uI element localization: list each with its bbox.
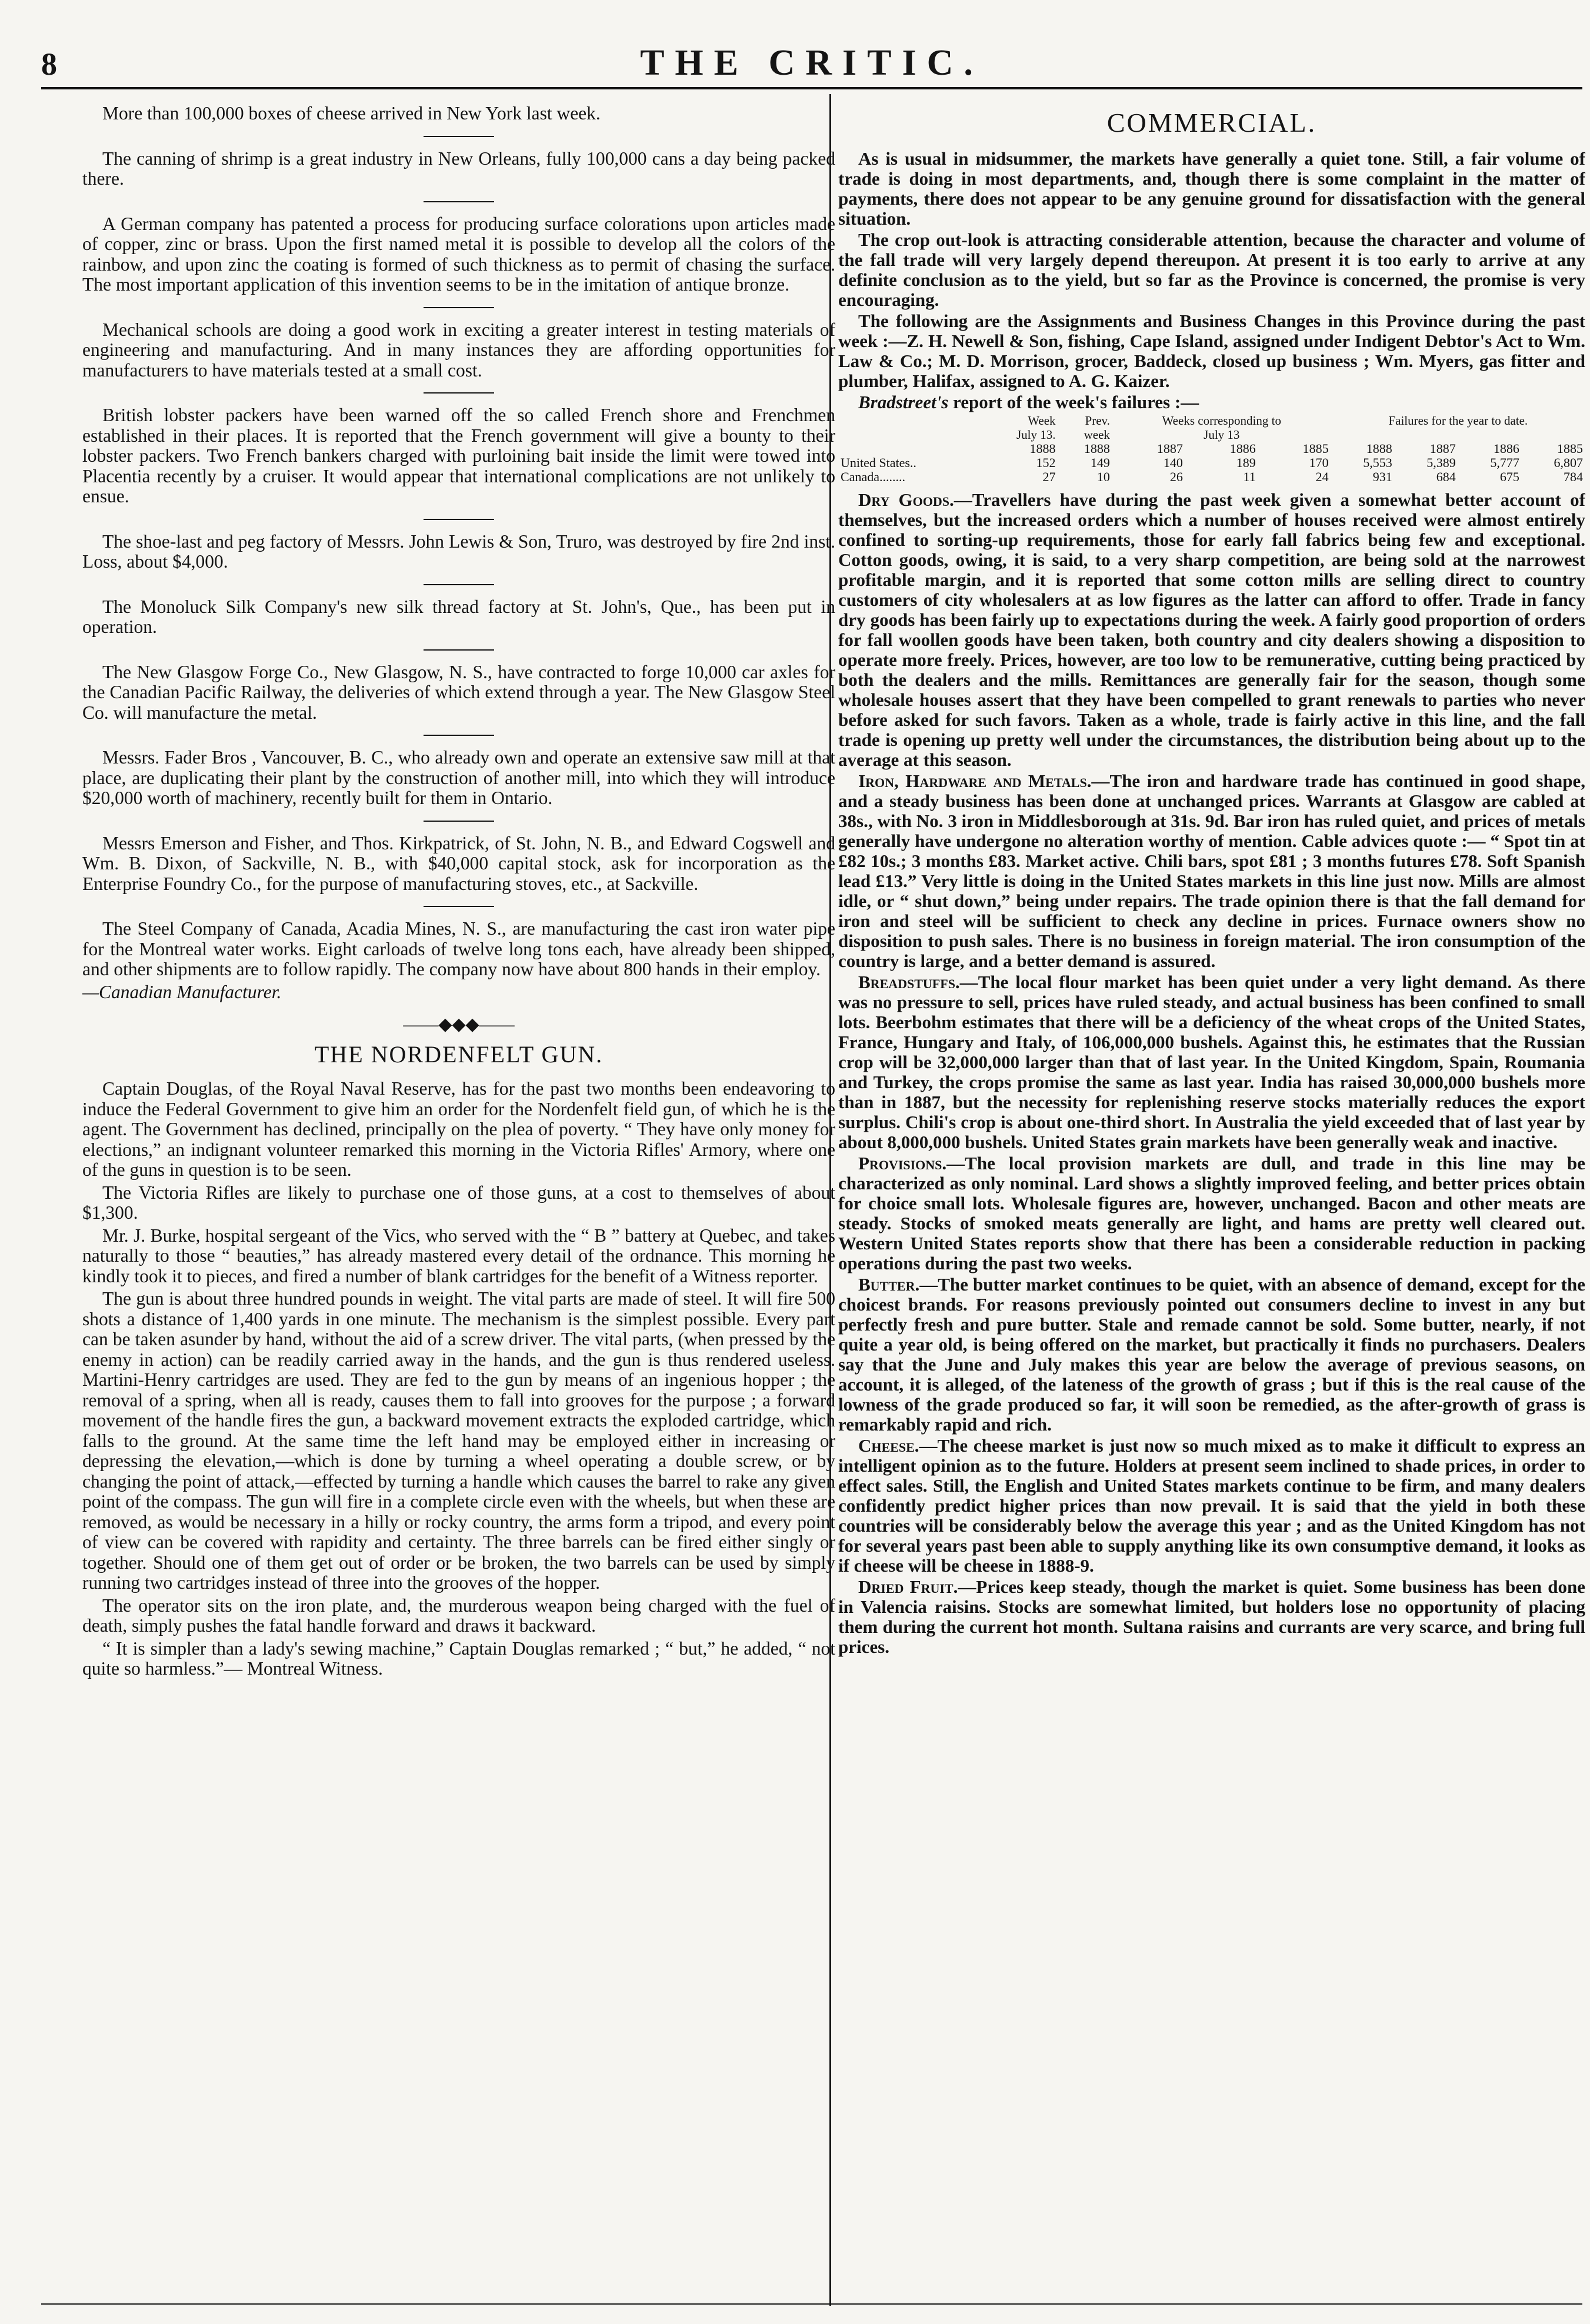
table-cell: 1887 bbox=[1156, 441, 1183, 456]
bradstreet-name: Bradstreet's bbox=[858, 392, 949, 412]
article-paragraph: “ It is simpler than a lady's sewing machine,” Captain Douglas remarked ; “ but,” he added, “ not quite so harmless.”— Montreal Witness. bbox=[82, 1638, 835, 1679]
source-credit: —Canadian Manufacturer. bbox=[82, 981, 282, 1002]
table-cell: 5,777 bbox=[1490, 455, 1519, 470]
table-cell: 1888 bbox=[1366, 441, 1392, 456]
section-title: COMMERCIAL. bbox=[1106, 108, 1317, 138]
table-header-cell: July 13. bbox=[1016, 428, 1056, 442]
separator-rule bbox=[424, 735, 494, 736]
separator-rule bbox=[424, 519, 494, 520]
separator-rule bbox=[424, 392, 494, 394]
table-year-row bbox=[838, 442, 1585, 456]
article-paragraph: The gun is about three hundred pounds in weight. The vital parts are made of steel. It will fire 500 shots a distance of 1,400 yards in one minute. The mechanism is the simplest possible. Every part can be taken asunder by hand, without the aid of a screw driver. The vital parts, (when pressed by the enemy in action) can be readily carried away in the hands, and the gun is thus rendered useless. Martini-Henry cartridges are used. They are fed to the gun by means of an ingenious hopper ; the removal of a spring, when all is ready, causes them to fall into grooves for the purpose ; a forward movement of the handle fires the gun, a backward movement extracts the exploded cartridge, which falls to the ground. At the same time the left hand may be employed either in increasing or depressing the elevation,—which is done by turning a wheel operating a double screw, or by changing the point of attack,—effected by turning a handle which causes the barrel to rake any given point of the compass. The gun will fire in a complete circle even with the wheels, but when these are removed, as would be necessary in a hilly or rocky country, the arms form a tripod, and every point of view can be covered with rapidity and certainty. The three barrels can be fired either singly or together. Should one of them get out of order or be broken, the two barrels can be used by simply running two cartridges instead of three into the grooves of the hopper. bbox=[82, 1288, 835, 1593]
table-cell: 675 bbox=[1499, 469, 1519, 484]
article-paragraph: Captain Douglas, of the Royal Naval Reserve, has for the past two months been endeavoring to induce the Federal Government to give him an order for the Nordenfelt field gun, of which he is the agent. The Government has declined, principally on the plea of poverty. “ They have only money for elections,” an indignant volunteer remarked this morning in the Victoria Rifles' Armory, where one of the guns in question is to be seen. bbox=[82, 1078, 835, 1180]
table-cell: 1888 bbox=[1029, 441, 1056, 456]
table-cell: 1887 bbox=[1429, 441, 1456, 456]
table-cell: 5,553 bbox=[1363, 455, 1392, 470]
article-paragraph: Mr. J. Burke, hospital sergeant of the Vics, who served with the “ B ” battery at Quebec, and takes naturally to those “ beauties,” has already mastered every detail of the ordnance. This morning he kindly took it to pieces, and fired a number of blank cartridges for the benefit of a Witness reporter. bbox=[82, 1225, 835, 1286]
table-header-cell: Week bbox=[1028, 414, 1056, 428]
table-header-cell: Failures for the year to date. bbox=[1388, 414, 1528, 428]
table-cell: 1886 bbox=[1493, 441, 1519, 456]
table-cell: 26 bbox=[1169, 469, 1183, 484]
separator-rule bbox=[424, 201, 494, 202]
table-header-cell bbox=[838, 428, 981, 442]
market-section: Provisions.—The local provision markets are dull, and trade in this line may be characterized as only nominal. Lard shows a slightly improved feeling, and better prices obtain for choice small lots. Wholesale figures are, however, unchanged. Bacon and other meats are steady. Stocks of smoked meats generally are light, and hams are pretty well cleared out. Western United States reports show that there has been a considerable reduction in packing operations during the past two weeks. bbox=[838, 1153, 1585, 1273]
table-cell: 27 bbox=[1042, 469, 1056, 484]
table-cell: 1888 bbox=[1084, 441, 1110, 456]
section-lead: Provisions.— bbox=[858, 1153, 965, 1173]
page-number: 8 bbox=[41, 46, 57, 82]
table-cell: 684 bbox=[1436, 469, 1456, 484]
table-cell: 931 bbox=[1372, 469, 1392, 484]
page-header bbox=[41, 42, 1582, 85]
news-item: The Steel Company of Canada, Acadia Mines, N. S., are manufacturing the cast iron water pipe for the Montreal water works. Eight carloads of twelve long tons each, have already been shipped, and other shipments are to follow rapidly. The company now have about 800 hands in their employ. bbox=[82, 918, 835, 979]
masthead-title: THE CRITIC. bbox=[640, 43, 984, 83]
right-column bbox=[838, 104, 1585, 2298]
section-lead: Cheese.— bbox=[858, 1435, 938, 1456]
table-header-row bbox=[838, 414, 1585, 428]
failures-table bbox=[838, 414, 1585, 484]
section-lead: Breadstuffs.— bbox=[858, 972, 978, 992]
table-row-label: United States.. bbox=[841, 455, 916, 470]
table-cell: 1885 bbox=[1557, 441, 1583, 456]
separator-rule bbox=[424, 821, 494, 822]
separator-rule bbox=[424, 906, 494, 907]
table-cell: 24 bbox=[1315, 469, 1329, 484]
news-item: The New Glasgow Forge Co., New Glasgow, N. S., have contracted to forge 10,000 car axles for the Canadian Pacific Railway, the deliveries of which extend through a year. The New Glasgow Steel Co. will manufacture the metal. bbox=[82, 661, 835, 723]
table-cell: 11 bbox=[1243, 469, 1256, 484]
table-header-cell: Weeks corresponding to bbox=[1162, 414, 1281, 428]
table-header-cell bbox=[838, 414, 981, 428]
article-paragraph: The Victoria Rifles are likely to purchase one of those guns, at a cost to themselves of about $1,300. bbox=[82, 1182, 835, 1223]
news-item: More than 100,000 boxes of cheese arrived in New York last week. bbox=[102, 104, 601, 124]
table-header-cell: week bbox=[1084, 428, 1110, 442]
table-cell: 5,389 bbox=[1426, 455, 1456, 470]
commercial-paragraph: The following are the Assignments and Business Changes in this Province during the past week :—Z. H. Newell & Son, fishing, Cape Island, assigned under Indigent Debtor's Act to Wm. Law & Co.; M. D. Morrison, grocer, Baddeck, closed up business ; Wm. Myers, gas fitter and plumber, Halifax, assigned to A. G. Kaizer. bbox=[838, 311, 1585, 391]
article-title: THE NORDENFELT GUN. bbox=[314, 1041, 604, 1068]
header-rule bbox=[41, 87, 1582, 89]
section-lead: Dried Fruit.— bbox=[858, 1576, 976, 1597]
table-cell: 1886 bbox=[1229, 441, 1256, 456]
market-section: Cheese.—The cheese market is just now so much mixed as to make it difficult to express an intelligent opinion as to the future. Holders at present seem inclined to shade prices, in order to effect sales. Still, the English and United States markets continue to be firm, and many dealers confidently predict higher prices than now prevail. It is said that the yield in both these countries will be considerably below the average this year ; and as the United Kingdom has not for several years past been able to supply anything like its own consumptive demand, it looks as if cheese will be cheese in 1888-9. bbox=[838, 1435, 1585, 1576]
table-header-cell bbox=[1331, 428, 1585, 442]
separator-rule bbox=[424, 649, 494, 651]
market-section: Butter.—The butter market continues to be quiet, with an absence of demand, except for the choicest brands. For reasons previously pointed out consumers decline to invest in any but perfectly fresh and pure butter. Stale and remade cannot be sold. Some butter, nearly, if not quite a year old, is being offered on the market, but practically it finds no purchasers. Dealers say that the June and July makes this year are below the average of previous seasons, on account, it is alleged, of the lateness of the growth of grass ; but if this is the real cause of the lowness of the grade produced so far, it will soon be remedied, as the after-growth of grass is remarkably rapid and rich. bbox=[838, 1274, 1585, 1435]
market-section: Dry Goods.—Travellers have during the past week given a somewhat better account of themselves, but the increased orders which a number of houses received were almost entirely confined to sorting-up requirements, those for early fall fabrics being few and exceptional. Cotton goods, owing, it is said, to a very sharp competition, are being sold at the narrowest profitable margin, and it is reported that some cotton mills are selling direct to country customers of city wholesalers at as low figures as the latter can afford to offer. Trade in fancy dry goods has been fairly up to expectations during the week. A fairly good proportion of orders for fall woollen goods have been taken, both country and city dealers showing a disposition to operate more freely. Prices, however, are too low to be remunerative, cutting being practiced by both the dealers and the mills. Remittances are generally fair for the season, though some wholesale houses assert that they have been compelled to grant renewals to parties who never before asked for such favors. Taken as a whole, trade is fairly active in this line, and the fall trade is opening up pretty well under the circumstances, the distribution being about up to the average at this season. bbox=[838, 489, 1585, 770]
commercial-paragraph: As is usual in midsummer, the markets have generally a quiet tone. Still, a fair volume of trade is doing in most departments, and, though there is some complaint in the matter of payments, there does not appear to be any genuine ground for dissatisfaction with the general situation. bbox=[838, 148, 1585, 229]
separator-rule bbox=[424, 136, 494, 137]
news-item: The Monoluck Silk Company's new silk thread factory at St. John's, Que., has been put in operation. bbox=[82, 596, 835, 637]
section-lead: Iron, Hardware and Metals.— bbox=[858, 771, 1110, 791]
table-row-label: Canada........ bbox=[841, 469, 905, 484]
table-cell bbox=[838, 442, 981, 456]
market-section: Dried Fruit.—Prices keep steady, though the market is quiet. Some business has been done in Valencia raisins. Stocks are somewhat limited, but holders lose no opportunity of placing them during the current hot month. Sultana raisins and currants are very scarce, and bring full prices. bbox=[838, 1576, 1585, 1657]
news-item: Messrs. Fader Bros , Vancouver, B. C., who already own and operate an extensive saw mill at that place, are duplicating their plant by the construction of another mill, into which they will introduce $20,000 worth of machinery, recently built for them in Ontario. bbox=[82, 747, 835, 808]
article-paragraph: The operator sits on the iron plate, and, the murderous weapon being charged with the fuel of death, simply pushes the fatal handle forward and draws it backward. bbox=[82, 1595, 835, 1636]
table-row bbox=[838, 470, 1585, 484]
bottom-rule bbox=[41, 2303, 1582, 2305]
table-cell: 6,807 bbox=[1554, 455, 1583, 470]
table-row bbox=[838, 456, 1585, 470]
section-lead: Butter.— bbox=[858, 1274, 938, 1295]
market-section: Breadstuffs.—The local flour market has been quiet under a very light demand. As there was no pressure to sell, prices have ruled steady, and actual business has been confined to small lots. Beerbohm estimates that there will be a deficiency of the wheat crops of the United States, France, Hungary and Italy, of 106,000,000 bushels. Against this, he estimates that the Russian crop will be 32,000,000 larger than that of last year. In the United Kingdom, Spain, Roumania and Turkey, the crops promise the same as last year. India has raised 30,000,000 bushels more than in 1887, but the necessity for replenishing reserve stocks materially reduces the export surplus. Chili's crop is about one-third short. In Australia the yield exceeded that of last year by about 8,000,000 bushels. United States grain markets have been generally weak and inactive. bbox=[838, 972, 1585, 1152]
news-item: Messrs Emerson and Fisher, and Thos. Kirkpatrick, of St. John, N. B., and Edward Cogswell and Wm. B. Dixon, of Sackville, N. B., with $40,000 capital stock, ask for incorporation as the Enterprise Foundry Co., for the purpose of manufacturing stoves, etc., at Sackville. bbox=[82, 832, 835, 894]
news-item: The canning of shrimp is a great industry in New Orleans, fully 100,000 cans a day being packed there. bbox=[82, 148, 835, 189]
table-cell: 1885 bbox=[1302, 441, 1329, 456]
table-header-row bbox=[838, 428, 1585, 442]
news-item: British lobster packers have been warned off the so called French shore and Frenchmen established in their places. It is reported that the French government will give a bounty to their lobster packers. Two French bankers charged with purloining bait inside the limit were towed into Placentia recently by a cruiser. It would appear that international complications are not unlikely to ensue. bbox=[82, 405, 835, 506]
table-cell: 170 bbox=[1309, 455, 1329, 470]
separator-rule bbox=[424, 584, 494, 585]
table-cell: 149 bbox=[1090, 455, 1110, 470]
table-cell: 784 bbox=[1564, 469, 1583, 484]
commercial-paragraph: The crop out-look is attracting considerable attention, because the character and volume of the fall trade will very largely depend thereupon. At present it is too early to arrive at any definite conclusion as to the yield, but so far as the Province is concerned, the promise is very encouraging. bbox=[838, 229, 1585, 310]
table-cell: 152 bbox=[1036, 455, 1056, 470]
commercial-paragraph: Bradstreet's report of the week's failures :— bbox=[858, 392, 1199, 412]
table-header-cell: July 13 bbox=[1204, 428, 1240, 442]
table-header-cell: Prev. bbox=[1085, 414, 1110, 428]
section-lead: Dry Goods.— bbox=[858, 489, 972, 510]
news-item: Mechanical schools are doing a good work in exciting a greater interest in testing materials of engineering and manufacturing. And in many instances they are affording opportunities for manufacturers to have materials tested at a small cost. bbox=[82, 319, 835, 381]
market-section: Iron, Hardware and Metals.—The iron and hardware trade has continued in good shape, and a steady business has been done at unchanged prices. Warrants at Glasgow are cabled at 38s., with No. 3 iron in Middlesborough at 31s. 9d. Bar iron has ruled quiet, and prices of metals generally have undergone no alteration worthy of mention. Cable advices quote :— “ Spot tin at £82 10s.; 3 months £83. Market active. Chili bars, spot £81 ; 3 months futures £78. Soft Spanish lead £13.” Very little is doing in the United States markets in this line just now. Mills are almost idle, or “ shut down,” being under repairs. The trade opinion there is that the fall demand for iron and steel will be sufficient to check any decline in prices. Furnace owners show no disposition to push sales. There is no business in foreign material. The iron consumption of the country is large, and a better demand is assured. bbox=[838, 771, 1585, 971]
news-item: The shoe-last and peg factory of Messrs. John Lewis & Son, Truro, was destroyed by fire 2nd inst. Loss, about $4,000. bbox=[82, 531, 835, 572]
news-item: A German company has patented a process for producing surface colorations upon articles made of copper, zinc or brass. Upon the first named metal it is possible to develop all the colors of the rainbow, and upon zinc the coating is formed of such thickness as to permit of chasing the surface. The most important application of this invention seems to be in the imitation of antique bronze. bbox=[82, 213, 835, 295]
separator-rule bbox=[424, 307, 494, 308]
table-cell: 189 bbox=[1236, 455, 1256, 470]
table-cell: 10 bbox=[1096, 469, 1110, 484]
table-cell: 140 bbox=[1163, 455, 1183, 470]
left-column bbox=[82, 104, 835, 2298]
section-ornament: ——◆◆◆—— bbox=[403, 1015, 515, 1034]
